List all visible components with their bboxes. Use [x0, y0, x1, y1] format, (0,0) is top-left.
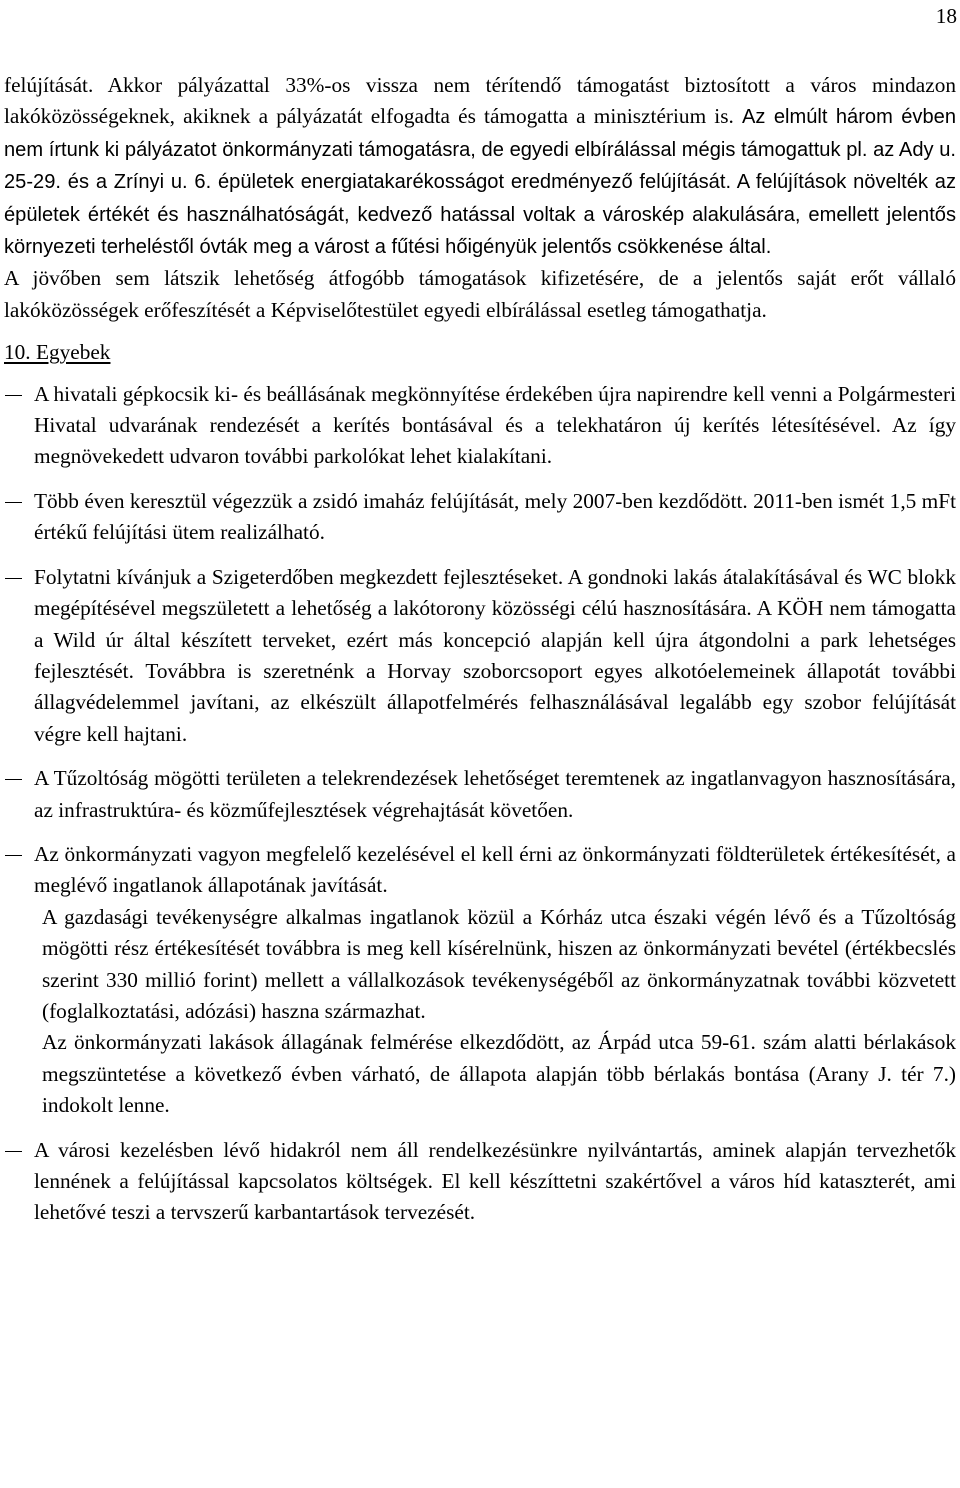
sub-paragraph-property-sales: A gazdasági tevékenységre alkalmas ingatlanok közül a Kórház utca északi végén lévő és a Tűzoltóság mögötti rész értékesítését továbbra is meg kell kísérelnünk, hiszen az önkormányzati bevétel (értékbecslés szerint 330 millió forint) mellett a vállalkozások tevékenységéből az önkormányzatnak további közvetett (foglalkoztatási, adózási) haszna származhat.: [42, 904, 956, 1023]
list-item: Az önkormányzati vagyon megfelelő kezelésével el kell érni az önkormányzati földterületek értékesítését, a meglévő ingatlanok állapotának javítását.: [4, 839, 956, 902]
paragraph-text-sans: Az elmúlt három évben nem írtunk ki pályázatot önkormányzati támogatásra, de egyedi elbírálással mégis támogattuk pl.: [4, 106, 957, 161]
paragraph-text-serif: felújítását. Akkor pályázattal 33%-os vissza nem térítendő támogatást biztosított a város mindazon lakóközösségeknek, akiknek a pályázatát elfogadta és támogatta a minisztérium is.: [4, 73, 956, 129]
list-item: Folytatni kívánjuk a Szigeterdőben megkezdett fejlesztéseket. A gondnoki lakás átalakításával és WC blokk megépítésével megszületett a lehetőség a lakótorony közösségi célú hasznosítására. A KÖH nem támogatta a Wild úr által készített terveket, ezért más koncepció alapján kell újra átgondolni a park lehetséges fejlesztését. Továbbra is szeretnénk a Horvay szoborcsoport egyes alkotóelemeinek állapotát további állagvédelemmel javítani, az elkészült állapotfelmérés felhasználásával legalább egy szobor felújítását végre kell hajtani.: [4, 562, 956, 750]
list-item: A hivatali gépkocsik ki- és beállásának megkönnyítése érdekében újra napirendre kell venni a Polgármesteri Hivatal udvarának rendezését a kerítés bontásával és a telekhatáron új kerítés létesítésével. Az így megnövekedett udvaron további parkolókat lehet kialakítani.: [4, 379, 956, 473]
section-heading: 10. Egyebek: [4, 340, 111, 365]
list-item: Több éven keresztül végezzük a zsidó imaház felújítását, mely 2007-ben kezdődött. 2011-ben ismét 1,5 mFt értékű felújítási ütem realizálható.: [4, 486, 956, 549]
paragraph-text-sans-continued: A felújítások növelték az épületek értékét és használhatóságát, kedvező hatással voltak a városkép alakulására, emellett jelentős környezeti terheléstől óvták meg a várost a fűtési hőigényük jelentős csökkenése által.: [4, 171, 956, 259]
list-item: A városi kezelésben lévő hidakról nem áll rendelkezésünkre nyilvántartás, aminek alapján tervezhetők lennének a felújítással kapcsolatos költségek. El kell készíttetni szakértővel a város híd kataszterét, ami lehetővé teszi a tervszerű karbantartások tervezését.: [4, 1135, 956, 1229]
item-list: [4, 379, 956, 902]
sub-paragraph-housing-survey: Az önkormányzati lakások állagának felmérése elkezdődött, az Árpád utca 59-61. szám alatti bérlakások megszüntetése a következő évben várható, de állapota alapján több bérlakás bontása (Arany J. tér 7.) indokolt lenne.: [42, 1030, 956, 1118]
paragraph-renovation-support: [4, 70, 956, 263]
item-list-continued: [4, 1135, 956, 1229]
paragraph-future-support: A jövőben sem látszik lehetőség átfogóbb támogatások kifizetésére, de a jelentős saját erőt vállaló lakóközösségek erőfeszítését a Képviselőtestület egyedi elbírálással esetleg támogathatja.: [4, 266, 956, 322]
sub-paragraph-group: [4, 902, 956, 1122]
page-number: 18: [935, 4, 957, 28]
document-body: [4, 70, 956, 1242]
list-item: A Tűzoltóság mögötti területen a telekrendezések lehetőséget teremtenek az ingatlanvagyon hasznosítására, az infrastruktúra- és közműfejlesztések végrehajtását követően.: [4, 763, 956, 826]
paragraph-text-sans-bold: az Ady u. 25-29. és a Zrínyi u. 6. épületek energiatakarékosságot eredményező felújítását.: [4, 138, 956, 194]
